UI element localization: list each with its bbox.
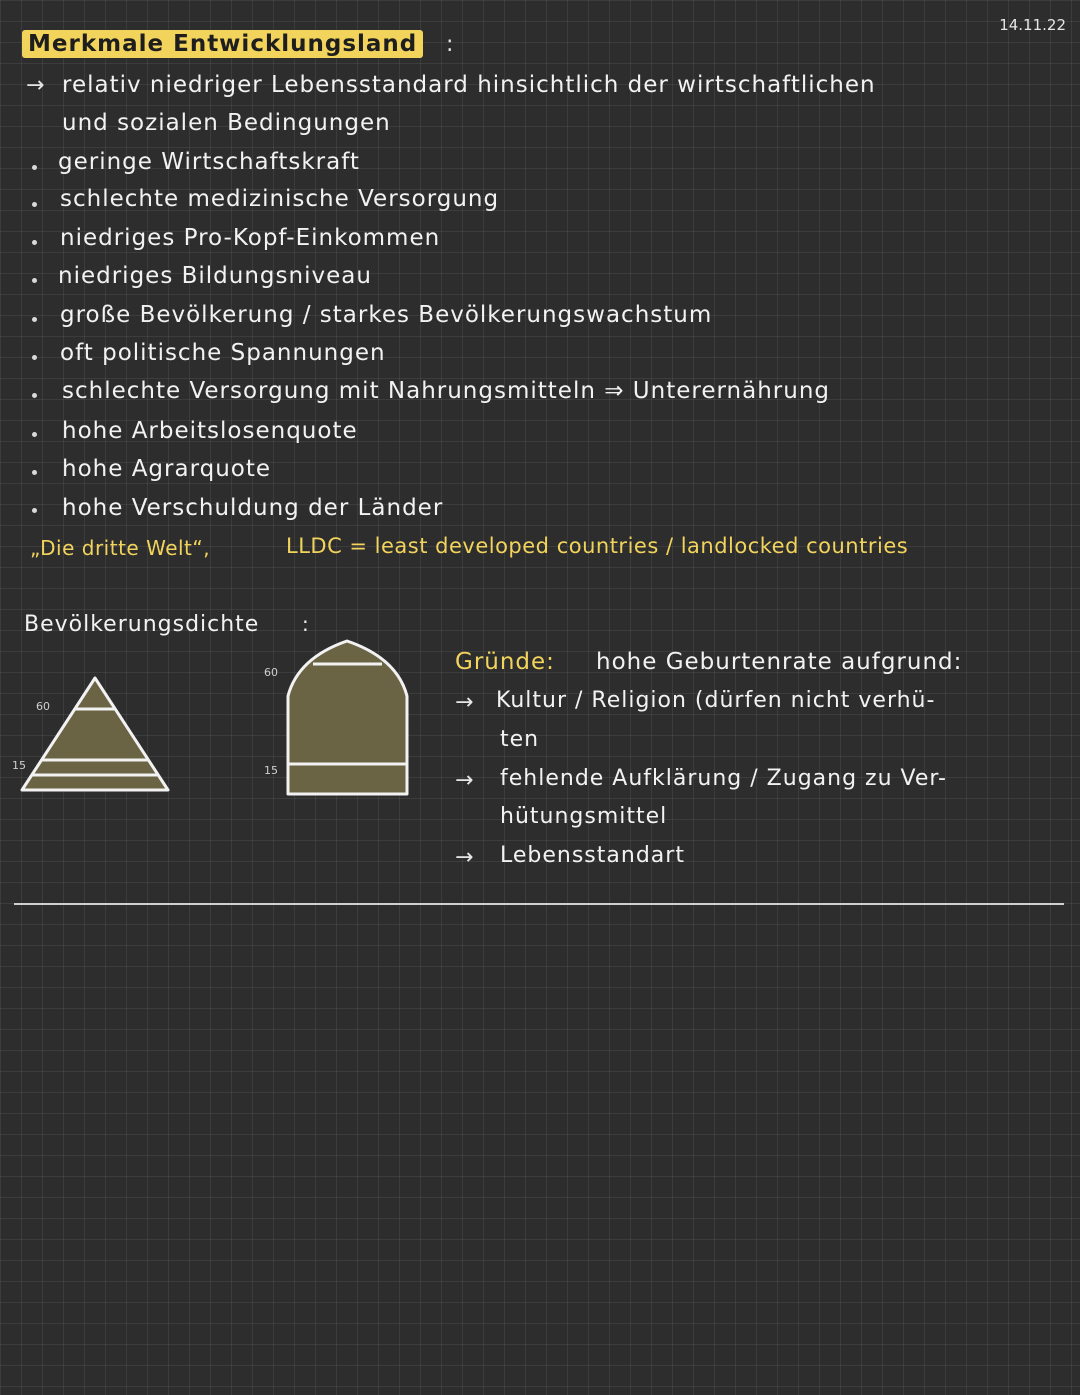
arrow-icon: →	[455, 768, 474, 793]
bullet-item: schlechte Versorgung mit Nahrungsmitteln ⇒ Unterernährung	[62, 378, 831, 404]
bullet-dot-icon	[32, 278, 37, 283]
reasons-intro: hohe Geburtenrate aufgrund:	[596, 649, 963, 675]
bullet-item: niedriges Pro-Kopf-Einkommen	[60, 225, 441, 251]
bullet-dot-icon	[32, 165, 37, 170]
lldc-definition: LLDC = least developed countries / landlocked countries	[286, 534, 909, 558]
population-dome-diagram	[285, 638, 410, 798]
arrow-icon: →	[455, 845, 474, 870]
reasons-label: Gründe:	[455, 649, 555, 675]
page-title: Merkmale Entwicklungsland	[22, 30, 423, 58]
bullet-dot-icon	[32, 393, 37, 398]
bullet-dot-icon	[32, 202, 37, 207]
date: 14.11.22	[999, 16, 1066, 34]
bullet-dot-icon	[32, 317, 37, 322]
reason-item: fehlende Aufklärung / Zugang zu Ver-	[500, 766, 947, 791]
density-heading: Bevölkerungsdichte	[24, 612, 260, 637]
dome-label-bottom: 15	[264, 764, 278, 777]
pyramid-label-top: 60	[36, 700, 50, 713]
bullet-item: niedriges Bildungsniveau	[58, 263, 372, 289]
bullet-dot-icon	[32, 355, 37, 360]
bullet-item: oft politische Spannungen	[60, 340, 386, 366]
bullet-dot-icon	[32, 508, 37, 513]
population-pyramid-diagram	[18, 674, 172, 794]
bullet-item: hohe Arbeitslosenquote	[62, 418, 358, 444]
bullet-item: hohe Verschuldung der Länder	[62, 495, 444, 521]
reason-item: Kultur / Religion (dürfen nicht verhü-	[496, 688, 936, 713]
arrow-icon: →	[26, 73, 45, 98]
reason-item-continuation: ten	[500, 727, 540, 752]
section-divider	[14, 903, 1064, 905]
bullet-item: schlechte medizinische Versorgung	[60, 186, 500, 212]
bullet-item: große Bevölkerung / starkes Bevölkerungswachstum	[60, 302, 713, 328]
bullet-dot-icon	[32, 470, 37, 475]
bullet-dot-icon	[32, 240, 37, 245]
arrow-icon: →	[455, 690, 474, 715]
dome-label-top: 60	[264, 666, 278, 679]
third-world-term: „Die dritte Welt“,	[30, 536, 211, 560]
reason-item-continuation: hütungsmittel	[500, 804, 668, 829]
intro-line-2: und sozialen Bedingungen	[62, 110, 391, 136]
intro-line-1: relativ niedriger Lebensstandard hinsichtlich der wirtschaftlichen	[62, 72, 876, 98]
reason-item: Lebensstandart	[500, 843, 685, 868]
title-colon: :	[446, 32, 454, 57]
bullet-item: hohe Agrarquote	[62, 456, 272, 482]
bullet-dot-icon	[32, 432, 37, 437]
density-heading-colon: :	[302, 612, 310, 636]
bullet-item: geringe Wirtschaftskraft	[58, 149, 360, 175]
pyramid-label-bottom: 15	[12, 759, 26, 772]
